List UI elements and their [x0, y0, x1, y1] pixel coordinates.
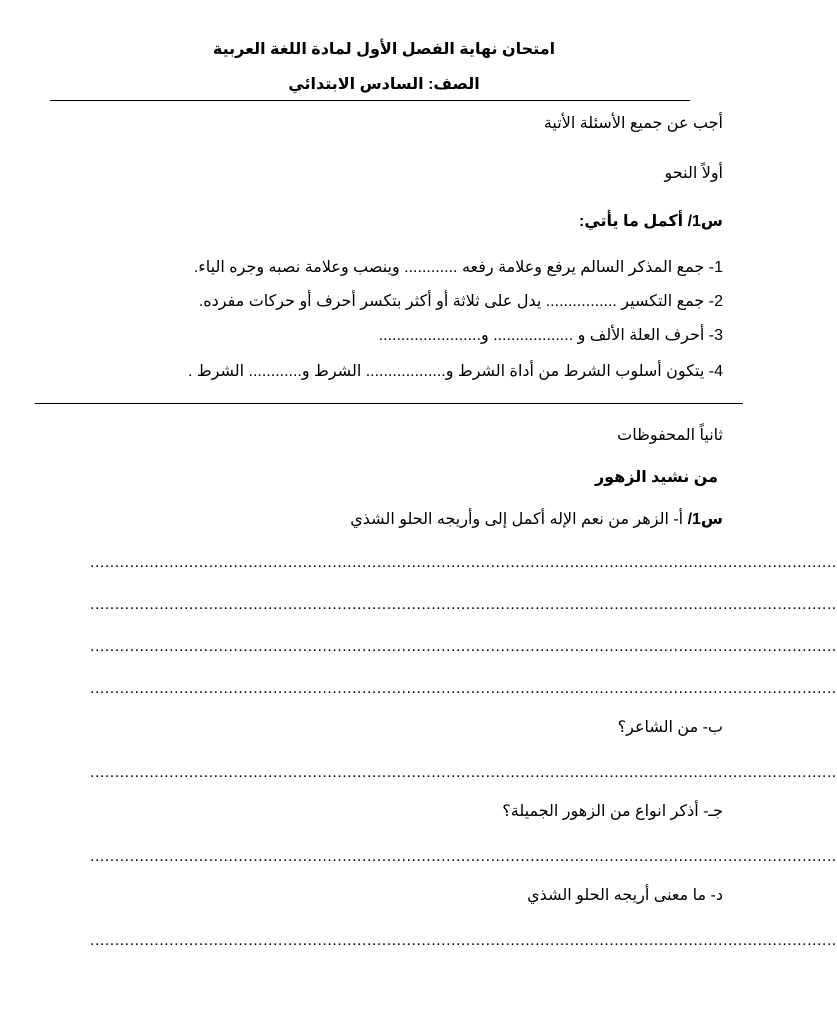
answer-line: ....................................................................................................................................................... — [90, 680, 837, 697]
section-memorization-heading: ثانياً المحفوظات — [617, 427, 723, 444]
answer-line: ....................................................................................................................................................... — [90, 638, 837, 655]
answer-line: ....................................................................................................................................................... — [90, 596, 837, 613]
list-item: 2- جمع التكسير ................ يدل على ثلاثة أو أكثر بتكسر أحرف أو حركات مفرده. — [198, 293, 723, 310]
question-2-text: أ- الزهر من نعم الإله أكمل إلى وأريجه الحلو الشذي — [350, 511, 688, 528]
list-item: 4- يتكون أسلوب الشرط من أداة الشرط و.................. الشرط و............ الشرط . — [187, 363, 723, 380]
answer-line: ....................................................................................................................................................... — [90, 554, 837, 571]
answer-line: ....................................................................................................................................................... — [90, 848, 837, 865]
grade-line: الصف: السادس الابتدائي — [288, 76, 480, 93]
header-divider — [50, 100, 690, 101]
section-divider — [35, 403, 743, 404]
sub-question-d: د- ما معنى أريجه الحلو الشذي — [527, 887, 723, 904]
answer-line: ....................................................................................................................................................... — [90, 932, 837, 949]
question-1-label: س1/ أكمل ما يأتي: — [578, 213, 723, 230]
instructions: أجب عن جميع الأسئلة الأتية — [543, 115, 723, 132]
question-2-line — [350, 510, 723, 530]
list-item: 3- أحرف العلة الألف و .................. و....................... — [378, 327, 723, 344]
question-2-label: س1/ — [687, 511, 723, 528]
sub-question-c: جـ- أذكر انواع من الزهور الجميلة؟ — [502, 803, 723, 820]
answer-line: ....................................................................................................................................................... — [90, 764, 837, 781]
exam-title: امتحان نهاية الفصل الأول لمادة اللغة العربية — [212, 41, 556, 58]
section-grammar-heading: أولاً النحو — [664, 165, 723, 182]
list-item: 1- جمع المذكر السالم يرفع وعلامة رفعه ............ وينصب وعلامة نصبه وجره الياء. — [193, 259, 723, 276]
poem-title: من نشيد الزهور — [594, 469, 718, 486]
sub-question-b: ب- من الشاعر؟ — [617, 719, 723, 736]
